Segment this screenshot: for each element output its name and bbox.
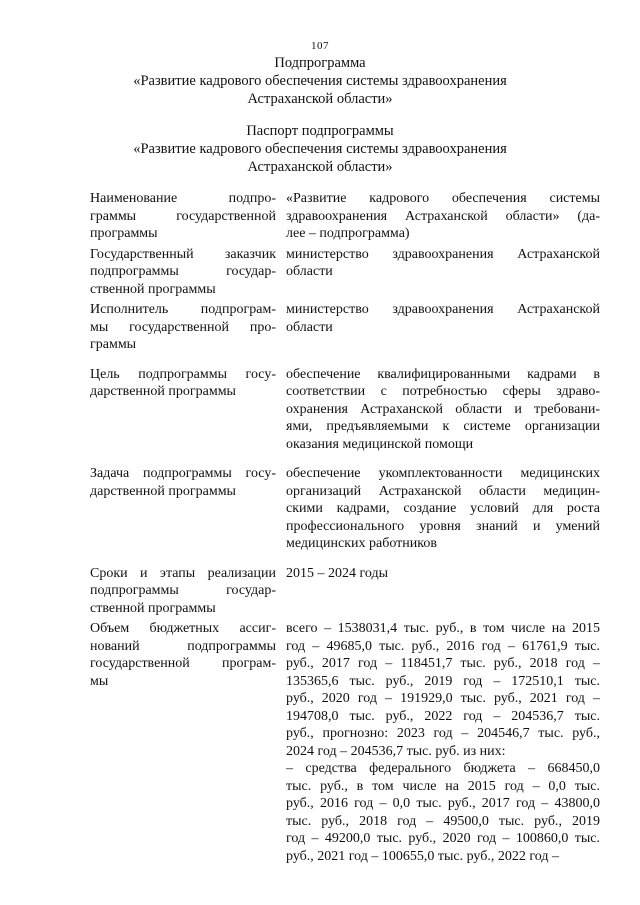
- row-value-line: 2024 год – 204536,7 тыс. руб. из них:: [286, 743, 506, 759]
- row-value: [286, 620, 600, 865]
- row-label: [90, 301, 276, 354]
- page-number: 107: [311, 40, 329, 52]
- row-label-line: граммы государственной: [90, 208, 276, 224]
- row-label: [90, 620, 276, 865]
- row-value: [286, 301, 600, 354]
- row-label-line: Сроки и этапы реализации: [90, 565, 276, 581]
- row-label-line: мы государственной про-: [90, 319, 276, 335]
- row-value-line: руб., прогнозно: 2023 год – 204546,7 тыс. руб.,: [286, 726, 600, 741]
- row-label-line: нований подпрограммы: [90, 638, 276, 654]
- row-value-line: год – 49685,0 тыс. руб., 2016 год – 61761,9 тыс.: [286, 638, 600, 654]
- subprogram-heading: [60, 54, 580, 108]
- row-value: [286, 366, 600, 454]
- row-label-line: дарственной программы: [90, 384, 236, 399]
- row-label-line: граммы: [90, 337, 137, 352]
- heading-line: «Развитие кадрового обеспечения системы здравоохранения: [133, 73, 507, 89]
- row-label-line: подпрограммы государ-: [90, 583, 276, 598]
- row-value-line: руб., 2021 год – 100655,0 тыс. руб., 2022 год –: [286, 848, 559, 864]
- passport-row: [90, 301, 600, 354]
- row-label-line: программы: [90, 226, 158, 241]
- row-value-line: тыс. руб., 2018 год – 49500,0 тыс. руб., 2019: [286, 813, 600, 829]
- row-label-line: мы: [90, 673, 109, 689]
- row-label: [90, 246, 276, 299]
- passport-row: [90, 565, 600, 618]
- row-gap: [90, 453, 600, 465]
- row-label: [90, 465, 276, 553]
- heading-line: Астраханской области»: [247, 91, 393, 107]
- row-value-line: области: [286, 319, 333, 335]
- passport-table: [90, 190, 600, 865]
- row-label-line: Наименование подпро-: [90, 191, 276, 206]
- heading-line: «Развитие кадрового обеспечения системы здравоохранения: [133, 141, 507, 157]
- row-value-line: руб., 2017 год – 118451,7 тыс. руб., 2018 год –: [286, 656, 600, 671]
- passport-row: [90, 366, 600, 454]
- row-label-line: ственной программы: [90, 281, 216, 297]
- row-value-line: 2015 – 2024 годы: [286, 565, 389, 581]
- row-value-line: всего – 1538031,4 тыс. руб., в том числе на 2015: [286, 621, 600, 636]
- row-value-line: ями, предъявляемыми к системе организации: [286, 419, 600, 434]
- passport-row: [90, 246, 600, 299]
- row-value: [286, 465, 600, 553]
- row-label-line: Объем бюджетных ассиг-: [90, 621, 276, 636]
- row-value-line: руб., 2016 год – 0,0 тыс. руб., 2017 год – 43800,0: [286, 796, 600, 811]
- row-value: [286, 565, 600, 618]
- passport-row: [90, 190, 600, 243]
- row-label-line: Исполнитель подпрограм-: [90, 302, 276, 317]
- row-value-line: соответствии с потребностью сферы здраво-: [286, 384, 600, 399]
- row-value: [286, 246, 600, 299]
- row-value-line: обеспечение укомплектованности медицинских: [286, 466, 600, 481]
- row-value-line: тыс. руб., в том числе на 2015 год – 0,0 тыс.: [286, 778, 600, 794]
- row-value-line: медицинских работников: [286, 536, 437, 551]
- passport-row: [90, 620, 600, 865]
- heading-line: Подпрограмма: [274, 55, 366, 71]
- row-label-line: Государственный заказчик: [90, 246, 276, 262]
- row-value: [286, 190, 600, 243]
- row-label-line: дарственной программы: [90, 483, 236, 499]
- row-value-line: обеспечение квалифицированными кадрами в: [286, 366, 600, 382]
- row-gap: [90, 354, 600, 366]
- passport-heading: [60, 122, 580, 176]
- heading-line: Астраханской области»: [247, 159, 393, 175]
- row-label-line: Цель подпрограммы госу-: [90, 366, 276, 382]
- row-value-line: 194708,0 тыс. руб., 2022 год – 204536,7 тыс.: [286, 708, 600, 724]
- row-value-line: 135365,6 тыс. руб., 2019 год – 172510,1 тыс.: [286, 673, 600, 689]
- row-label-line: ственной программы: [90, 600, 216, 616]
- row-value-line: оказания медицинской помощи: [286, 436, 474, 452]
- row-value-line: министерство здравоохранения Астраханской: [286, 246, 600, 262]
- row-value-line: «Развитие кадрового обеспечения системы: [286, 191, 600, 206]
- passport-row: [90, 465, 600, 553]
- row-value-line: здравоохранения Астраханской области» (да-: [286, 208, 600, 224]
- row-label: [90, 190, 276, 243]
- row-value-line: организаций Астраханской области медицин-: [286, 483, 600, 499]
- row-label: [90, 366, 276, 454]
- row-label-line: государственной програм-: [90, 656, 276, 671]
- row-gap: [90, 553, 600, 565]
- row-label-line: Задача подпрограммы госу-: [90, 466, 276, 481]
- row-value-line: министерство здравоохранения Астраханской: [286, 302, 600, 317]
- row-value-line: профессионального уровня знаний и умений: [286, 518, 600, 534]
- row-label-line: подпрограммы государ-: [90, 264, 276, 279]
- row-label: [90, 565, 276, 618]
- row-value-line: руб., 2020 год – 191929,0 тыс. руб., 2021 год –: [286, 691, 600, 706]
- heading-line: Паспорт подпрограммы: [246, 123, 394, 139]
- row-value-line: лее – подпрограмма): [286, 226, 410, 241]
- row-value-line: охранения Астраханской области и требовани-: [286, 401, 600, 417]
- row-value-line: год – 49200,0 тыс. руб., 2020 год – 100860,0 тыс.: [286, 831, 600, 846]
- row-value-line: скими кадрами, создание условий для роста: [286, 501, 600, 516]
- row-value-line: области: [286, 264, 333, 279]
- row-value-line: – средства федерального бюджета – 668450,0: [286, 761, 600, 776]
